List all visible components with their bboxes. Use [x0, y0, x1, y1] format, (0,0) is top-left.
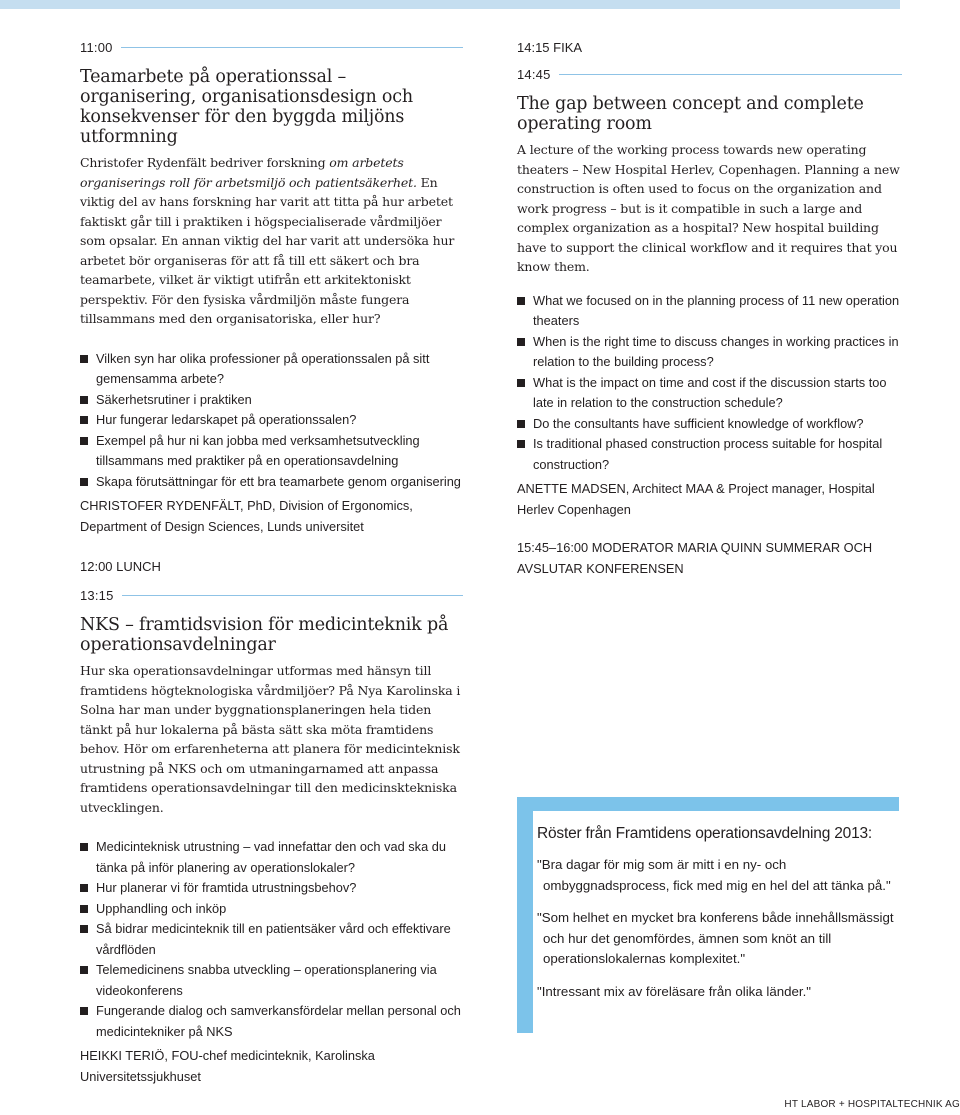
testimonial-quote: "Bra dagar för mig som är mitt i en ny- och ombyggnadsprocess, fick med mig en hel del att tänka på.": [537, 857, 891, 893]
bullet-item: [517, 414, 902, 435]
bullet-item: [80, 410, 463, 431]
closing-session: 15:45–16:00 MODERATOR MARIA QUINN SUMMERAR OCH AVSLUTAR KONFERENSEN: [517, 540, 873, 576]
bullet-item: [517, 332, 902, 373]
right-column: [517, 40, 902, 579]
bullet-text: When is the right time to discuss changes in working practices in relation to the building process?: [533, 333, 899, 369]
bullet-text: What is the impact on time and cost if the discussion starts too late in relation to the construction schedule?: [533, 374, 887, 410]
bullet-square-icon: [80, 396, 88, 404]
bullet-square-icon: [80, 884, 88, 892]
session-time-row: [80, 40, 463, 55]
session-description: [80, 153, 463, 329]
speaker-credit: HEIKKI TERIÖ, FOU-chef medicinteknik, Karolinska Universitetssjukhuset: [80, 1048, 375, 1084]
session-time: 14:45: [517, 67, 551, 82]
testimonial-heading: Röster från Framtidens operationsavdelning 2013:: [537, 825, 873, 842]
session-description: A lecture of the working process towards new operating theaters – New Hospital Herlev, Copenhagen. Planning a new construction is often used to focus on the organization and work progress – but is it compatible in such a large and complex organization as a hospital? New hospital building have to support the clinical workflow and it requires that you know them.: [517, 142, 900, 274]
bullet-item: [80, 878, 463, 899]
bullet-square-icon: [517, 297, 525, 305]
testimonial-quote: "Intressant mix av föreläsare från olika länder.": [537, 983, 812, 999]
footer-credit: HT LABOR + HOSPITALTECHNIK AG: [784, 1099, 960, 1110]
bullet-square-icon: [80, 925, 88, 933]
left-column: [80, 40, 463, 1087]
time-divider: [559, 74, 902, 75]
bullet-item: [80, 472, 463, 493]
time-divider: [122, 595, 463, 596]
session-time: 11:00: [80, 40, 113, 55]
session-title: NKS – framtidsvision för medicinteknik på operationsavdelningar: [80, 615, 449, 655]
bullet-item: [80, 349, 463, 390]
bullet-text: Fungerande dialog och samverkansfördelar mellan personal och medicintekniker på NKS: [96, 1003, 461, 1039]
session-description: Hur ska operationsavdelningar utformas med hänsyn till framtidens högteknologiska vårdmiljöer? På Nya Karolinska i Solna har man under byggnationsplaneringen hela tiden tänkt på hur lokalerna på bästa sätt ska möta framtidens behov. Hör om erfarenheterna att planera för medicinteknisk utrustning på NKS och om utmaningarnamed att anpassa framtidens operationsavdelningar till den medicinsktekniska utvecklingen.: [80, 663, 461, 815]
bullet-square-icon: [80, 843, 88, 851]
bullet-square-icon: [80, 966, 88, 974]
lunch-break: 12:00 LUNCH: [80, 559, 161, 574]
bullet-square-icon: [80, 355, 88, 363]
bullet-item: [80, 919, 463, 960]
bullet-text: Telemedicinens snabba utveckling – operationsplanering via videokonferens: [96, 962, 437, 998]
bullet-text: Exempel på hur ni kan jobba med verksamhetsutveckling tillsammans med praktiker på en operationsavdelning: [96, 432, 420, 468]
bullet-text: Vilken syn har olika professioner på operationssalen på sitt gemensamma arbete?: [96, 350, 430, 386]
description-text: Christofer Rydenfält bedriver forskning: [80, 155, 330, 170]
bullet-square-icon: [80, 1007, 88, 1015]
session-time-row: [517, 67, 902, 82]
speaker-credit: ANETTE MADSEN, Architect MAA & Project manager, Hospital Herlev Copenhagen: [517, 481, 875, 517]
testimonial-box: [533, 811, 899, 1033]
bullet-text: Medicinteknisk utrustning – vad innefattar den och vad ska du tänka på inför planering av operationslokaler?: [96, 839, 446, 875]
bullet-item: [80, 390, 463, 411]
bullet-text: Skapa förutsättningar för ett bra teamarbete genom organisering: [96, 473, 461, 489]
bullet-item: [80, 837, 463, 878]
session-bullet-list: [80, 349, 463, 493]
session-time: 13:15: [80, 588, 114, 603]
bullet-text: Do the consultants have sufficient knowledge of workflow?: [533, 415, 864, 431]
bullet-square-icon: [80, 416, 88, 424]
bullet-square-icon: [80, 478, 88, 486]
session-time-row: [80, 588, 463, 603]
bullet-item: [80, 899, 463, 920]
bullet-text: Hur fungerar ledarskapet på operationssalen?: [96, 412, 357, 427]
coffee-break: 14:15 FIKA: [517, 40, 583, 55]
session-bullet-list: [517, 291, 902, 476]
bullet-text: Is traditional phased construction process suitable for hospital construction?: [533, 436, 883, 472]
bullet-text: Hur planerar vi för framtida utrustningsbehov?: [96, 880, 357, 895]
description-italic-text: om arbetets organiserings roll för arbetsmiljö och patientsäkerhet.: [80, 155, 417, 190]
bullet-item: [517, 434, 902, 475]
time-divider: [121, 47, 463, 48]
session-bullet-list: [80, 837, 463, 1042]
bullet-square-icon: [80, 905, 88, 913]
bullet-item: [80, 960, 463, 1001]
bullet-item: [80, 431, 463, 472]
speaker-credit: CHRISTOFER RYDENFÄLT, PhD, Division of Ergonomics, Department of Design Sciences, Lunds universitet: [80, 498, 413, 534]
bullet-text: Så bidrar medicinteknik till en patientsäker vård och effektivare vårdflöden: [96, 921, 451, 957]
bullet-item: [517, 373, 902, 414]
testimonial-quote: "Som helhet en mycket bra konferens både innehållsmässigt och hur det genomfördes, ämnen som knöt an till operationslokalernas komplexitet.": [537, 910, 894, 966]
bullet-item: [80, 1001, 463, 1042]
top-accent-bar: [0, 0, 900, 9]
testimonial-list: [537, 855, 899, 1002]
bullet-text: Säkerhetsrutiner i praktiken: [96, 391, 252, 407]
bullet-text: Upphandling och inköp: [96, 900, 227, 916]
bullet-item: [517, 291, 902, 332]
description-text: En viktig del av hans forskning har varit att titta på hur arbetet faktiskt går till i praktiken i högspecialiserade vårdmiljöer som opsalar. En annan viktig del har varit att undersöka hur arbetet bör organiseras för att få till ett säkert och bra teamarbete, vilket är viktigt utifrån ett arkitektoniskt perspektiv. För den fysiska vårdmiljön måste fungera tillsammans med den organisatoriska, eller hur?: [80, 174, 455, 326]
bullet-square-icon: [517, 338, 525, 346]
bullet-square-icon: [517, 420, 525, 428]
bullet-square-icon: [80, 437, 88, 445]
session-title: The gap between concept and complete operating room: [517, 94, 864, 134]
session-title: Teamarbete på operationssal – organisering, organisationsdesign och konsekvenser för den byggda miljöns utformning: [80, 67, 413, 147]
bullet-text: What we focused on in the planning process of 11 new operation theaters: [533, 292, 900, 328]
bullet-square-icon: [517, 379, 525, 387]
bullet-square-icon: [517, 440, 525, 448]
